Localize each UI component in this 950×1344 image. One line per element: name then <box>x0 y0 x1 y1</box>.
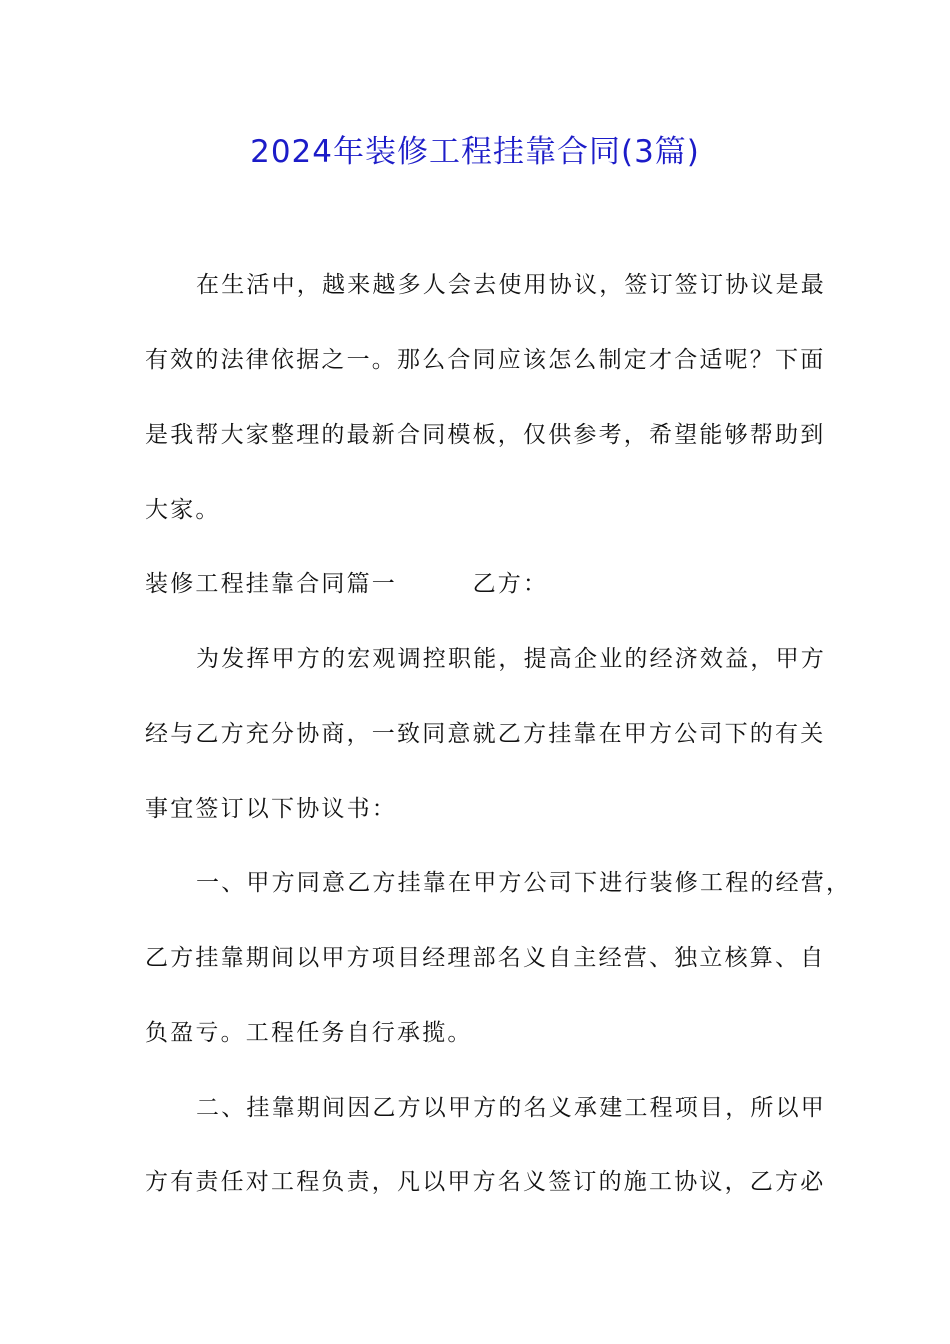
paragraph-line: 有效的法律依据之一。那么合同应该怎么制定才合适呢？下面 <box>145 347 826 373</box>
document-title: 2024年装修工程挂靠合同(3篇) <box>250 134 700 170</box>
paragraph-line: 大家。 <box>145 497 221 523</box>
paragraph-line: 是我帮大家整理的最新合同模板，仅供参考，希望能够帮助到 <box>145 422 826 448</box>
paragraph-line: 负盈亏。工程任务自行承揽。 <box>145 1020 473 1046</box>
paragraph-line: 经与乙方充分协商，一致同意就乙方挂靠在甲方公司下的有关 <box>145 721 826 747</box>
paragraph-line: 乙方挂靠期间以甲方项目经理部名义自主经营、独立核算、自 <box>145 945 826 971</box>
paragraph-line: 在生活中，越来越多人会去使用协议，签订签订协议是最 <box>196 272 826 298</box>
paragraph-line: 方有责任对工程负责，凡以甲方名义签订的施工协议，乙方必 <box>145 1169 826 1195</box>
paragraph-line: 事宜签订以下协议书： <box>145 796 397 822</box>
paragraph-line: 为发挥甲方的宏观调控职能，提高企业的经济效益，甲方 <box>196 646 826 672</box>
paragraph-line: 一、甲方同意乙方挂靠在甲方公司下进行装修工程的经营， <box>196 870 852 896</box>
section-heading: 装修工程挂靠合同篇一 乙方： <box>145 571 549 597</box>
paragraph-line: 二、挂靠期间因乙方以甲方的名义承建工程项目，所以甲 <box>196 1095 826 1121</box>
